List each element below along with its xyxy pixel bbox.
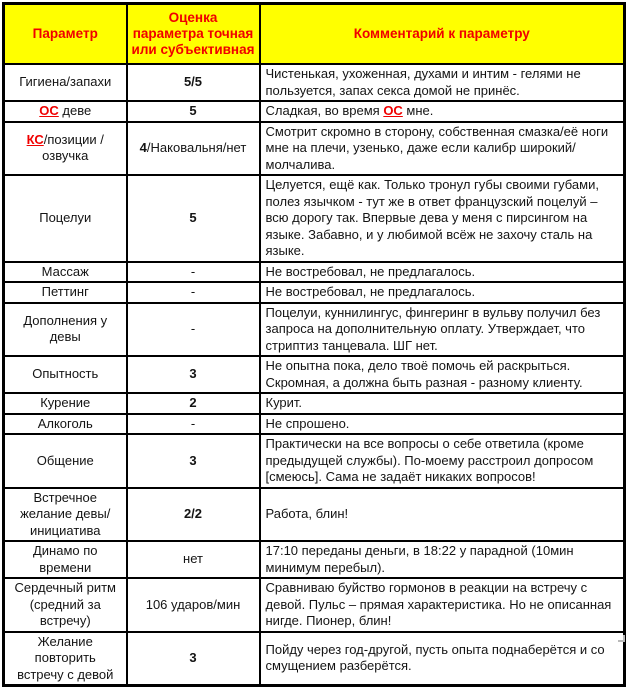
header-comment: Комментарий к параметру	[260, 4, 625, 65]
score-cell: -	[127, 262, 260, 283]
table-row	[4, 262, 625, 283]
table-row	[4, 122, 625, 176]
table-resize-handle	[618, 635, 625, 642]
score-cell: 3	[127, 356, 260, 393]
table-row	[4, 414, 625, 435]
highlighted-term: КС	[26, 131, 44, 147]
parameter-cell: Алкоголь	[4, 414, 127, 435]
table-row	[4, 101, 625, 122]
parameter-cell: КС/позиции /озвучка	[4, 122, 127, 176]
parameter-cell: Курение	[4, 393, 127, 414]
comment-cell: Работа, блин!	[260, 488, 625, 542]
score-cell: 5/5	[127, 64, 260, 101]
table-row	[4, 393, 625, 414]
comment-cell: Не спрошено.	[260, 414, 625, 435]
parameter-cell: Опытность	[4, 356, 127, 393]
parameter-cell: Дополнения у девы	[4, 303, 127, 357]
parameter-cell: Гигиена/запахи	[4, 64, 127, 101]
score-cell: -	[127, 282, 260, 303]
table-row	[4, 356, 625, 393]
parameter-cell: ОС деве	[4, 101, 127, 122]
parameter-cell: Петтинг	[4, 282, 127, 303]
table-row	[4, 434, 625, 488]
table-header	[4, 4, 625, 65]
comment-cell: Сладкая, во время ОС мне.	[260, 101, 625, 122]
score-cell: 106 ударов/мин	[127, 578, 260, 632]
score-cell: 2/2	[127, 488, 260, 542]
header-parameter: Параметр	[4, 4, 127, 65]
highlighted-term: ОС	[39, 103, 59, 118]
parameter-cell: Встречное желание девы/ инициатива	[4, 488, 127, 542]
score-cell: 4/Наковальня/нет	[127, 122, 260, 176]
score-cell: -	[127, 303, 260, 357]
comment-cell: Смотрит скромно в сторону, собственная смазка/её ноги мне на плечи, узенько, даже если калибр широкий/ молчалива.	[260, 122, 625, 176]
table-row	[4, 175, 625, 262]
comment-cell: Курит.	[260, 393, 625, 414]
parameter-cell: Сердечный ритм (средний за встречу)	[4, 578, 127, 632]
table-row	[4, 578, 625, 632]
review-table	[2, 2, 626, 687]
score-cell: 3	[127, 434, 260, 488]
header-score: Оценка параметра точная или субъективная	[127, 4, 260, 65]
comment-cell: 17:10 переданы деньги, в 18:22 у парадной (10мин минимум перебыл).	[260, 541, 625, 578]
comment-cell: Не востребовал, не предлагалось.	[260, 282, 625, 303]
comment-cell: Практически на все вопросы о себе ответила (кроме предыдущей службы). По-моему расстроил допросом [смеюсь]. Сама не задаёт никаких вопросов!	[260, 434, 625, 488]
comment-cell: Пойду через год-другой, пусть опыта поднаберётся и со смущением разберётся.	[260, 632, 625, 686]
table-row	[4, 64, 625, 101]
comment-cell: Чистенькая, ухоженная, духами и интим - гелями не пользуется, запах секса домой не принёс.	[260, 64, 625, 101]
comment-cell: Не востребовал, не предлагалось.	[260, 262, 625, 283]
score-cell: 5	[127, 101, 260, 122]
table-row	[4, 488, 625, 542]
table-row	[4, 632, 625, 686]
comment-cell: Целуется, ещё как. Только тронул губы своими губами, полез язычком - тут же в ответ французский поцелуй – всю дорогу так. Впервые дева у меня с пирсингом на языке. Забавно, и у любимой всёж не захочу сталь на языке.	[260, 175, 625, 262]
header-row	[4, 4, 625, 65]
score-cell: -	[127, 414, 260, 435]
score-cell: нет	[127, 541, 260, 578]
table-body	[4, 64, 625, 686]
comment-cell: Не опытна пока, дело твоё помочь ей раскрыться. Скромная, а должна быть разная - разному клиенту.	[260, 356, 625, 393]
score-cell: 3	[127, 632, 260, 686]
highlighted-term: ОС	[383, 103, 403, 118]
score-cell: 5	[127, 175, 260, 262]
comment-cell: Сравниваю буйство гормонов в реакции на встречу с девой. Пульс – прямая характеристика. Но не описанная нигде. Пионер, блин!	[260, 578, 625, 632]
comment-cell: Поцелуи, куннилингус, фингеринг в вульву получил без запроса на дополнительную оплату. Утверждает, что стриптиз танцевала. ШГ нет.	[260, 303, 625, 357]
parameter-cell: Желание повторить встречу с девой	[4, 632, 127, 686]
parameter-cell: Поцелуи	[4, 175, 127, 262]
table-row	[4, 541, 625, 578]
table-row	[4, 282, 625, 303]
parameter-cell: Общение	[4, 434, 127, 488]
parameter-cell: Массаж	[4, 262, 127, 283]
parameter-cell: Динамо по времени	[4, 541, 127, 578]
score-cell: 2	[127, 393, 260, 414]
table-row	[4, 303, 625, 357]
